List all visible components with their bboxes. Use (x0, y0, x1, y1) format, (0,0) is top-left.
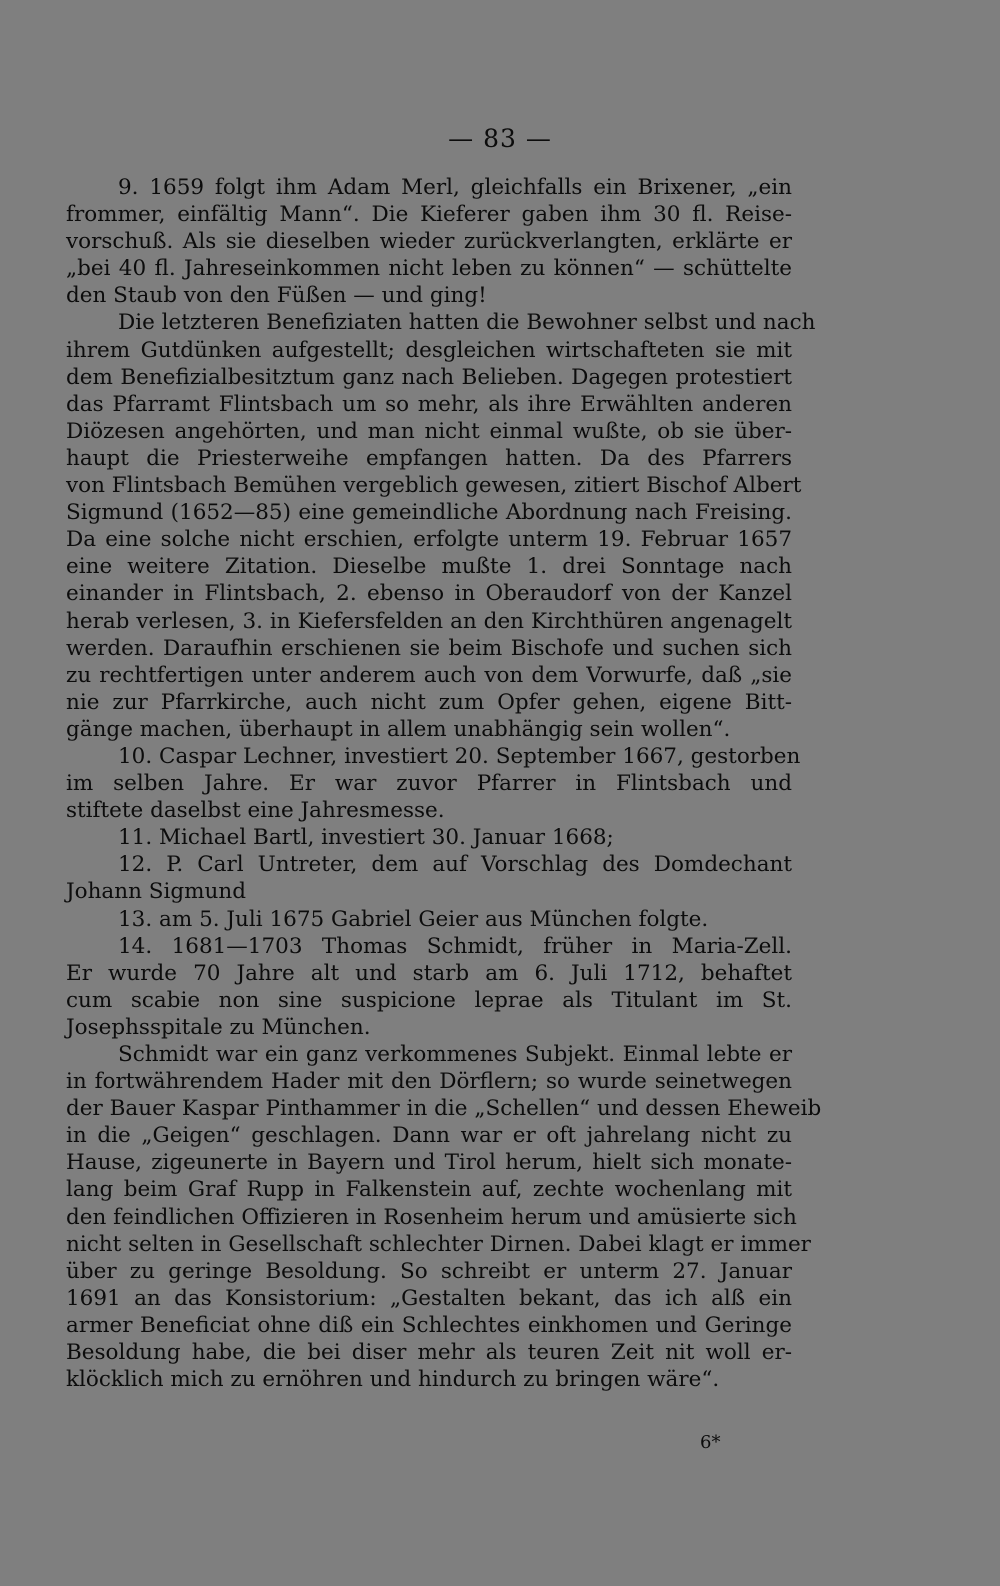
text-line: der Bauer Kaspar Pinthammer in die „Schellen“ und dessen Eheweib (66, 1096, 822, 1122)
text-line: stiftete daselbst eine Jahresmesse. (66, 798, 445, 824)
text-line: vorschuß. Als sie dieselben wieder zurückverlangten, erklärte er (66, 229, 792, 255)
text-line: 11. Michael Bartl, investiert 30. Januar 1668; (118, 825, 614, 851)
text-line: klöcklich mich zu ernöhren und hindurch zu bringen wäre“. (66, 1367, 720, 1393)
text-line: haupt die Priesterweihe empfangen hatten. Da des Pfarrers (66, 445, 792, 471)
text-line: Josephsspitale zu München. (66, 1014, 371, 1040)
text-line: Er wurde 70 Jahre alt und starb am 6. Juli 1712, behaftet (66, 960, 792, 986)
page-number: — 83 — (448, 124, 552, 153)
text-line: dem Benefizialbesitztum ganz nach Belieben. Dagegen protestiert (66, 364, 792, 390)
text-line: in die „Geigen“ geschlagen. Dann war er oft jahrelang nicht zu (66, 1123, 792, 1149)
text-line: Diözesen angehörten, und man nicht einmal wußte, ob sie über- (66, 418, 792, 444)
text-line: Sigmund (1652—85) eine gemeindliche Abordnung nach Freising. (66, 500, 792, 526)
text-line: 12. P. Carl Untreter, dem auf Vorschlag des Domdechant (118, 852, 792, 878)
text-line: in fortwährendem Hader mit den Dörflern; so wurde seinetwegen (66, 1069, 792, 1095)
text-line: nicht selten in Gesellschaft schlechter Dirnen. Dabei klagt er immer (66, 1231, 811, 1257)
text-line: nie zur Pfarrkirche, auch nicht zum Opfer gehen, eigene Bitt- (66, 689, 792, 715)
text-line: cum scabie non sine suspicione leprae als Titulant im St. (66, 987, 792, 1013)
text-line: Besoldung habe, die bei diser mehr als teuren Zeit nit woll er- (66, 1340, 792, 1366)
text-line: gänge machen, überhaupt in allem unabhängig sein wollen“. (66, 716, 731, 742)
text-line: das Pfarramt Flintsbach um so mehr, als ihre Erwählten anderen (66, 391, 792, 417)
text-line: den feindlichen Offizieren in Rosenheim herum und amüsierte sich (66, 1204, 797, 1230)
text-line: armer Beneficiat ohne diß ein Schlechtes einkhomen und Geringe (66, 1312, 792, 1338)
text-line: lang beim Graf Rupp in Falkenstein auf, zechte wochenlang mit (66, 1177, 792, 1203)
text-line: 14. 1681—1703 Thomas Schmidt, früher in Maria-Zell. (118, 933, 792, 959)
text-line: herab verlesen, 3. in Kiefersfelden an den Kirchthüren angenagelt (66, 608, 792, 634)
text-line: 1691 an das Konsistorium: „Gestalten bekant, das ich alß ein (66, 1285, 792, 1311)
text-line: im selben Jahre. Er war zuvor Pfarrer in Flintsbach und (66, 771, 792, 797)
signature-mark: 6* (700, 1432, 721, 1453)
text-line: „bei 40 fl. Jahreseinkommen nicht leben zu können“ — schüttelte (66, 256, 792, 282)
text-line: 10. Caspar Lechner, investiert 20. September 1667, gestorben (118, 743, 801, 769)
text-line: werden. Daraufhin erschienen sie beim Bischofe und suchen sich (66, 635, 792, 661)
body-text (66, 174, 822, 1393)
text-line: 13. am 5. Juli 1675 Gabriel Geier aus München folgte. (118, 906, 709, 932)
text-line: einander in Flintsbach, 2. ebenso in Oberaudorf von der Kanzel (66, 581, 792, 607)
text-line: frommer, einfältig Mann“. Die Kieferer gaben ihm 30 fl. Reise- (66, 202, 792, 228)
text-line: 9. 1659 folgt ihm Adam Merl, gleichfalls ein Brixener, „ein (118, 175, 792, 200)
text-line: Da eine solche nicht erschien, erfolgte unterm 19. Februar 1657 (66, 527, 792, 553)
text-line: Johann Sigmund (66, 879, 246, 905)
text-line: über zu geringe Besoldung. So schreibt er unterm 27. Januar (66, 1258, 792, 1284)
text-line: Die letzteren Benefiziaten hatten die Bewohner selbst und nach (118, 310, 816, 336)
text-line: Schmidt war ein ganz verkommenes Subjekt. Einmal lebte er (118, 1042, 792, 1067)
text-line: den Staub von den Füßen — und ging! (66, 283, 487, 309)
text-line: zu rechtfertigen unter anderem auch von dem Vorwurfe, daß „sie (66, 662, 792, 688)
text-line: Hause, zigeunerte in Bayern und Tirol herum, hielt sich monate- (66, 1150, 792, 1176)
text-line: von Flintsbach Bemühen vergeblich gewesen, zitiert Bischof Albert (66, 473, 802, 499)
text-line: eine weitere Zitation. Dieselbe mußte 1. drei Sonntage nach (66, 554, 792, 580)
text-line: ihrem Gutdünken aufgestellt; desgleichen wirtschafteten sie mit (66, 337, 792, 363)
